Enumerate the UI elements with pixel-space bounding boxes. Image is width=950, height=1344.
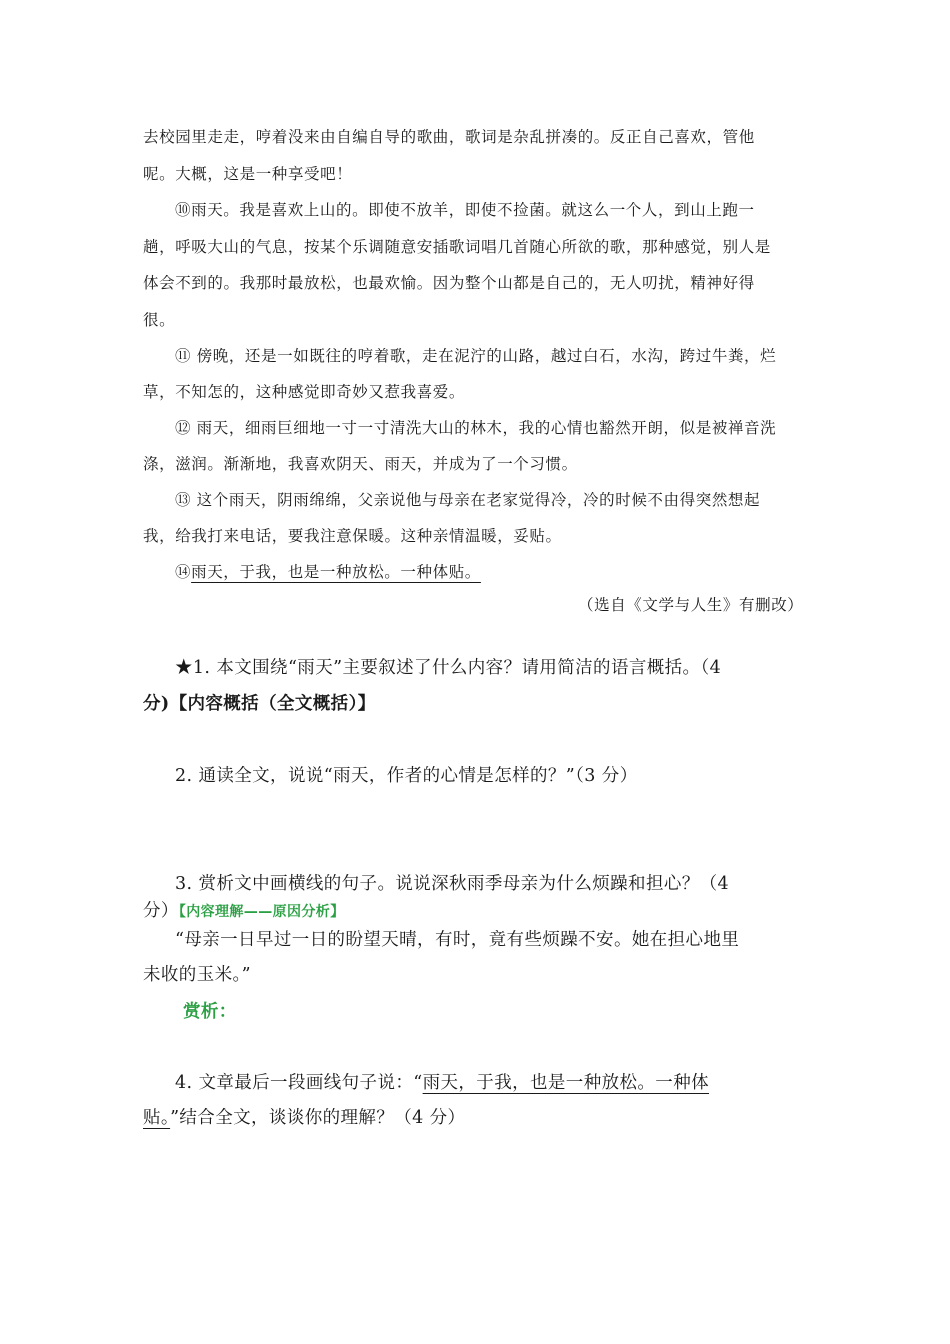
question-4-lead: 4. 文章最后一段画线句子说：“	[175, 1073, 423, 1093]
question-4-quoted-sentence: 雨天，于我，也是一种放松。一种体	[422, 1073, 710, 1093]
underlined-sentence: 雨天，于我，也是一种放松。一种体贴。	[191, 563, 481, 581]
paragraph-10-line-2: 趟，呼吸大山的气息，按某个乐调随意安插歌词唱几首随心所欲的歌，那种感觉，别人是	[143, 238, 771, 256]
question-1-line-1: ★1. 本文围绕“雨天”主要叙述了什么内容？请用简洁的语言概括。（4	[175, 658, 722, 678]
paragraph-10-line-4: 很。	[143, 311, 176, 329]
question-4-line-1	[175, 1075, 709, 1093]
paragraph-10-line-1: ⑩雨天。我是喜欢上山的。即使不放羊，即使不捡菌。就这么一个人，到山上跑一	[175, 201, 755, 219]
question-3-tag: 【内容理解——原因分析】	[178, 904, 345, 920]
question-4-tail: ”结合全文，谈谈你的理解？（4 分）	[170, 1108, 466, 1128]
paragraph-10-line-3: 体会不到的。我那时最放松，也最欢愉。因为整个山都是自己的，无人叨扰，精神好得	[143, 274, 755, 292]
answer-label: 赏析：	[183, 1002, 237, 1022]
question-2: 2. 通读全文，说说“雨天，作者的心情是怎样的？”（3 分）	[175, 766, 638, 786]
question-3-points: 分）	[143, 901, 179, 921]
paragraph-13-line-1: ⑬ 这个雨天，阴雨绵绵，父亲说他与母亲在老家觉得冷，冷的时候不由得突然想起	[175, 491, 761, 509]
paragraph-11-line-1: ⑪ 傍晚，还是一如既往的哼着歌，走在泥泞的山路，越过白石，水沟，跨过牛粪，烂	[175, 347, 777, 365]
question-4-quoted-sentence-end: 贴。	[143, 1108, 171, 1128]
paragraph-12-line-1: ⑫ 雨天，细雨巨细地一寸一寸清洗大山的林木，我的心情也豁然开朗，似是被禅音洗	[175, 419, 777, 437]
question-3-line-2	[143, 903, 345, 921]
question-3-quote-line-2: 未收的玉米。”	[143, 965, 251, 985]
question-4-line-2	[143, 1110, 465, 1128]
paragraph-14	[175, 565, 481, 581]
source-citation: （选自《文学与人生》有删改）	[578, 596, 804, 614]
paragraph-11-line-2: 草，不知怎的，这种感觉即奇妙又惹我喜爱。	[143, 383, 466, 401]
question-3-line-1: 3. 赏析文中画横线的句子。说说深秋雨季母亲为什么烦躁和担心？（4	[175, 874, 730, 894]
question-1-line-2: 分)【内容概括（全文概括）】	[143, 694, 376, 714]
paragraph-9-line-1: 去校园里走走，哼着没来由自编自导的歌曲，歌词是杂乱拼凑的。反正自己喜欢，管他	[143, 128, 755, 146]
question-3-quote-line-1: “母亲一日早过一日的盼望天晴，有时，竟有些烦躁不安。她在担心地里	[175, 930, 740, 950]
paragraph-12-line-2: 涤，滋润。渐渐地，我喜欢阴天、雨天，并成为了一个习惯。	[143, 455, 578, 473]
paragraph-9-line-2: 呢。大概，这是一种享受吧！	[143, 165, 353, 183]
paragraph-14-number: ⑭	[175, 563, 192, 581]
paragraph-13-line-2: 我，给我打来电话，要我注意保暖。这种亲情温暖，妥贴。	[143, 527, 562, 545]
